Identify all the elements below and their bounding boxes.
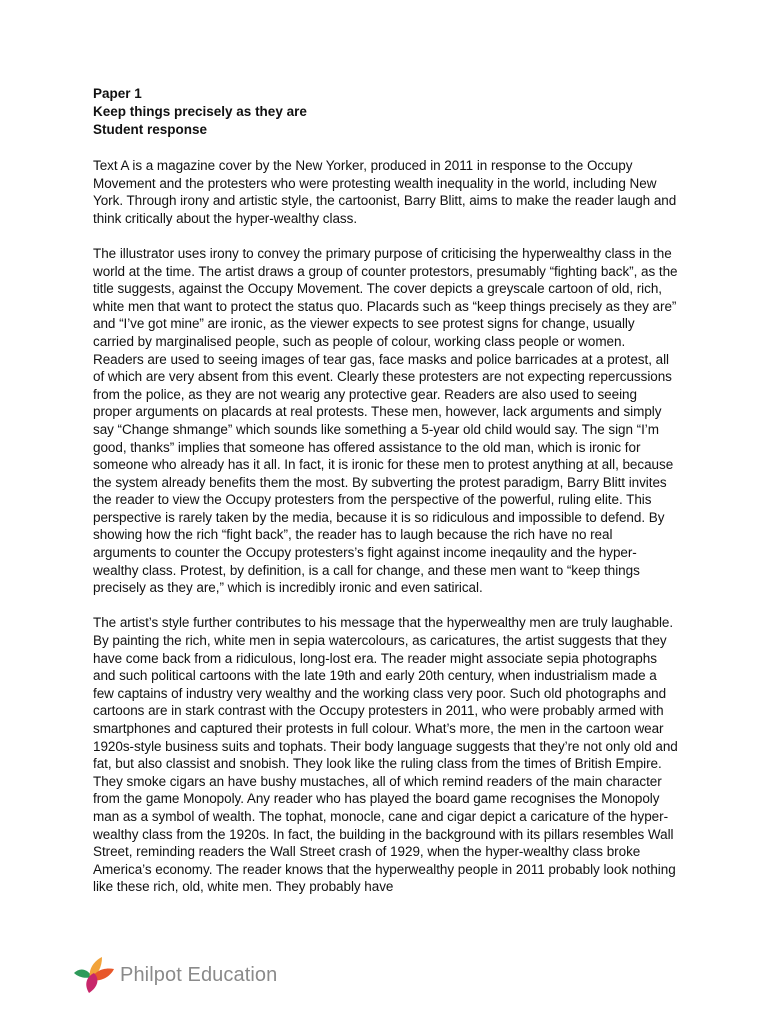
paper-label: Paper 1 (93, 86, 142, 101)
paragraph-1: Text A is a magazine cover by the New Yorker, produced in 2011 in response to the Occupy Movement and the protesters who were protesting wealth inequality in the world, including New York. Through irony and artistic style, the cartoonist, Barry Blitt, aims to make the reader laugh and think critically about the hyper-wealthy class. (93, 158, 677, 226)
leaf-logo-icon (70, 955, 118, 995)
document-subtitle: Student response (93, 122, 208, 137)
paragraph-2: The illustrator uses irony to convey the primary purpose of criticising the hyperwealthy class in the world at the time. The artist draws a group of counter protestors, presumably “fighting back”, as the title suggests, against the Occupy Movement. The cover depicts a greyscale cartoon of old, rich, white men that want to protect the status quo. Placards such as “keep things precisely as they are” and “I’ve got mine” are ironic, as the viewer expects to see protest signs for change, usually carried by marginalised people, such as people of colour, working class people or women. Readers are used to seeing images of tear gas, face masks and police barricades at a protest, all of which are very absent from this event. Clearly these protesters are not expecting repercussions from the police, as they are not wearig any protective gear. Readers are also used to seeing proper arguments on placards at real protests. These men, however, lack arguments and simply say “Change shmange” which sounds like something a 5-year old child would say. The sign “I’m good, thanks” implies that someone has offered assistance to the old man, which is ironic for someone who already has it all. In fact, it is ironic for these men to protest anything at all, because the system already benefits them the most. By subverting the protest paradigm, Barry Blitt invites the reader to view the Occupy protesters from the perspective of the powerful, ruling elite. This perspective is rarely taken by the media, because it is so ridiculous and impossible to defend. By showing how the rich “fight back”, the reader has to laugh because the rich have no real arguments to counter the Occupy protesters’s fight against income ineqaulity and the hyper-wealthy class. Protest, by definition, is a call for change, and these men want to “keep things precisely as they are,” which is incredibly ironic and even satirical. (93, 245, 678, 596)
document-header (93, 85, 679, 139)
document-page (93, 85, 679, 914)
document-title: Keep things precisely as they are (93, 104, 307, 119)
brand-name: Philpot Education (120, 963, 278, 986)
footer-branding (70, 955, 277, 995)
paragraph-3: The artist’s style further contributes to his message that the hyperwealthy men are truly laughable. By painting the rich, white men in sepia watercolours, as caricatures, the artist suggests that they have come back from a ridiculous, long-lost era. The reader might associate sepia photographs and such political cartoons with the late 19th and early 20th century, when industrialism made a few captains of industry very wealthy and the working class very poor. Such old photographs and cartoons are in stark contrast with the Occupy protesters in 2011, who were probably armed with smartphones and captured their protests in full colour. What’s more, the men in the cartoon wear 1920s-style business suits and tophats. Their body language suggests that they’re not only old and fat, but also classist and snobish. They look like the ruling class from the times of British Empire. They smoke cigars an have bushy mustaches, all of which remind readers of the main character from the game Monopoly. Any reader who has played the board game recognises the Monopoly man as a symbol of wealth. The tophat, monocle, cane and cigar depict a caricature of the hyper-wealthy class from the 1920s. In fact, the building in the background with its pillars resembles Wall Street, reminding readers the Wall Street crash of 1929, when the hyper-wealthy class broke America’s economy. The reader knows that the hyperwealthy people in 2011 probably look nothing like these rich, old, white men. They probably have (93, 615, 678, 895)
